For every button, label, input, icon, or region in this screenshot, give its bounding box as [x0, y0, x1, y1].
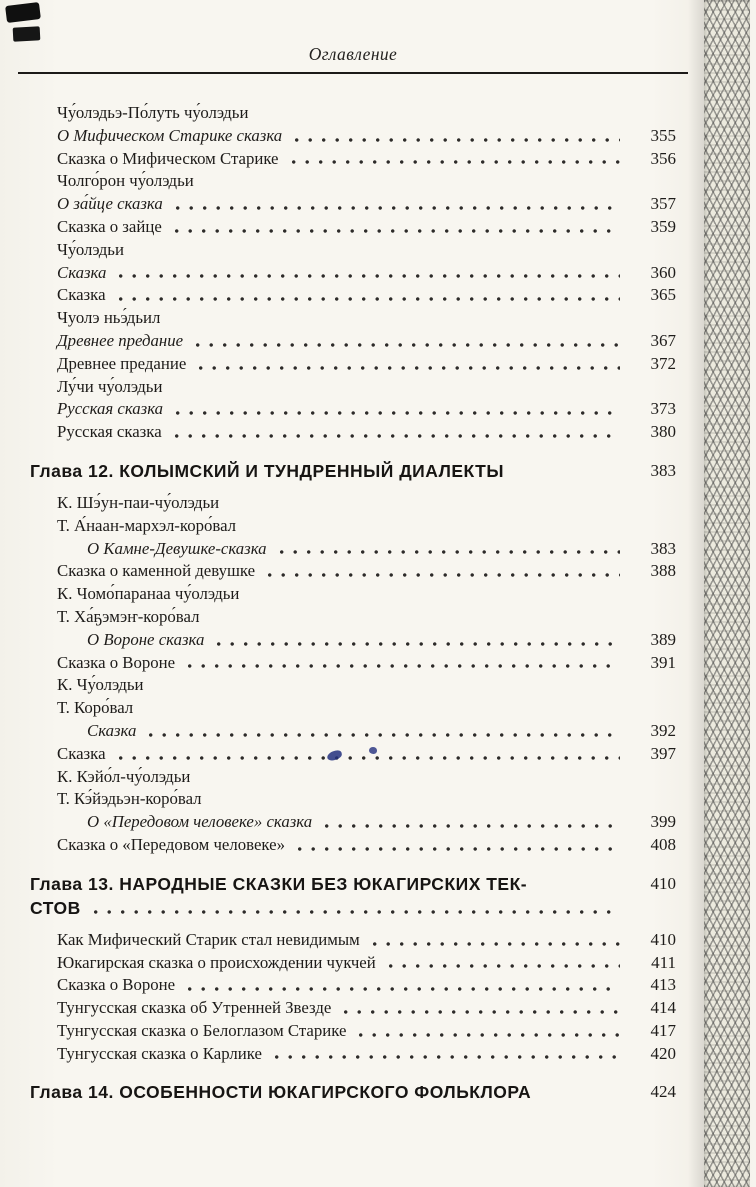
toc-row	[30, 674, 676, 697]
toc-entry-title: Сказка о каменной девушке	[57, 561, 256, 581]
toc-row	[30, 398, 676, 421]
dot-leader	[188, 987, 620, 991]
toc-row	[30, 560, 676, 583]
toc-row	[30, 492, 676, 515]
toc-row	[30, 148, 676, 171]
dot-leader	[275, 1055, 620, 1059]
dot-leader	[149, 733, 620, 737]
toc-row	[30, 766, 676, 789]
toc-entry-title: Сказка о Мифическом Старике	[57, 148, 279, 168]
page-number: 420	[650, 1043, 676, 1063]
toc-entry-title: Русская сказка	[57, 422, 162, 442]
toc-entry-title: Тунгусская сказка о Белоглазом Старике	[57, 1020, 347, 1040]
dot-leader	[175, 434, 620, 438]
toc-row	[30, 330, 676, 353]
toc-entry-title: Глава 14. ОСОБЕННОСТИ ЮКАГИРСКОГО ФОЛЬКЛОРА	[30, 1082, 532, 1103]
page-number: 357	[650, 194, 676, 214]
page-number: 414	[650, 998, 676, 1018]
toc-entry-title: К. Шэ́ун-паи-чу́олэдьи	[57, 492, 220, 512]
dot-leader	[389, 964, 620, 968]
page-number: 410	[650, 929, 676, 949]
toc-row	[30, 743, 676, 766]
toc-entry-title: О Мифическом Старике сказка	[57, 125, 283, 145]
toc-entry-title: Сказка	[57, 262, 107, 282]
page-number: 356	[650, 148, 676, 168]
toc-row	[30, 896, 676, 920]
toc-entry-title: Чу́олэдьи	[57, 239, 124, 259]
toc-entry-title: Сказка	[57, 285, 106, 305]
page-number: 399	[650, 812, 676, 832]
dot-leader	[176, 206, 620, 210]
page-number: 411	[651, 952, 676, 972]
dot-leader	[119, 756, 620, 760]
toc-row	[30, 216, 676, 239]
toc-row	[30, 538, 676, 561]
toc-row	[30, 952, 676, 975]
toc-entry-title: Русская сказка	[57, 399, 164, 419]
toc-row	[30, 102, 676, 125]
dot-leader	[119, 297, 620, 301]
dot-leader	[94, 910, 620, 914]
toc-row	[30, 583, 676, 606]
toc-row	[30, 974, 676, 997]
dot-leader	[295, 138, 620, 142]
toc-entry-title: Сказка	[57, 743, 106, 763]
toc-entry-title: Лу́чи чу́олэдьи	[57, 376, 163, 396]
dot-leader	[175, 229, 620, 233]
toc-row	[30, 997, 676, 1020]
dot-leader	[540, 886, 620, 890]
toc-row	[30, 629, 676, 652]
toc-entry-title: К. Чу́олэдьи	[57, 675, 144, 695]
toc-row	[30, 1080, 676, 1104]
toc-row	[30, 353, 676, 376]
toc-entry-title: Чу́олэдьэ-По́луть чу́олэдьи	[57, 103, 249, 122]
toc-entry-title: Т. А́наан-мархэл-коро́вал	[57, 515, 237, 535]
toc-entry-title: Чолго́рон чу́олэдьи	[57, 171, 194, 191]
toc-entry-title: Древнее предание	[57, 330, 184, 350]
page-number: 365	[650, 285, 676, 305]
toc-row	[30, 125, 676, 148]
page-number: 413	[650, 975, 676, 995]
page-header	[30, 0, 676, 74]
toc-entry-title: Тунгусская сказка об Утренней Звезде	[57, 998, 332, 1018]
toc-entry-title: О Вороне сказка	[87, 629, 205, 649]
toc-row	[30, 239, 676, 262]
toc-row	[30, 652, 676, 675]
dot-leader	[517, 473, 620, 477]
page-number: 417	[650, 1020, 676, 1040]
toc-entry-title: Т. Кэ́йэдьэн-коро́вал	[57, 789, 202, 809]
dot-leader	[188, 664, 620, 668]
toc-entry-title: К. Кэйо́л-чу́олэдьи	[57, 766, 191, 786]
toc-row	[30, 459, 676, 483]
toc-entry-title: Глава 13. НАРОДНЫЕ СКАЗКИ БЕЗ ЮКАГИРСКИХ ТЕК-	[30, 873, 528, 894]
page-number: 373	[650, 399, 676, 419]
table-of-contents	[30, 102, 676, 1104]
page-number: 388	[650, 561, 676, 581]
dot-leader	[268, 573, 620, 577]
toc-entry-title: Как Мифический Старик стал невидимым	[57, 929, 360, 949]
toc-entry-title: Т. Коро́вал	[57, 698, 134, 718]
toc-row	[30, 606, 676, 629]
ink-blot	[369, 747, 377, 754]
toc-entry-title: О «Передовом человеке» сказка	[87, 812, 313, 832]
dot-leader	[199, 366, 620, 370]
toc-entry-title: Сказка	[87, 720, 137, 740]
dot-leader	[373, 942, 620, 946]
dot-leader	[298, 847, 620, 851]
toc-row	[30, 788, 676, 811]
toc-row	[30, 284, 676, 307]
page-number: 389	[650, 629, 676, 649]
dot-leader	[325, 824, 620, 828]
header-rule	[18, 72, 688, 74]
page-number: 367	[650, 330, 676, 350]
toc-entry-title: Глава 12. КОЛЫМСКИЙ И ТУНДРЕННЫЙ ДИАЛЕКТЫ	[30, 460, 504, 481]
page-number: 359	[650, 216, 676, 236]
toc-row	[30, 834, 676, 857]
dot-leader	[292, 160, 620, 164]
page-number: 383	[650, 538, 676, 558]
page-number: 360	[650, 262, 676, 282]
dot-leader	[544, 1094, 620, 1098]
dot-leader	[196, 343, 620, 347]
page-number: 355	[650, 125, 676, 145]
toc-entry-title: О Камне-Девушке-сказка	[87, 538, 267, 558]
toc-row	[30, 872, 676, 896]
page-number: 408	[650, 834, 676, 854]
dot-leader	[217, 642, 620, 646]
page-number: 383	[650, 460, 676, 480]
toc-entry-title: Сказка о Вороне	[57, 975, 176, 995]
page-number: 424	[650, 1082, 676, 1102]
toc-entry-title: Т. Ха́ҕэмэҥ-коро́вал	[57, 606, 200, 626]
toc-row	[30, 720, 676, 743]
toc-row	[30, 307, 676, 330]
page-number	[630, 896, 676, 920]
dot-leader	[176, 411, 620, 415]
dot-leader	[280, 550, 620, 554]
toc-row	[30, 515, 676, 538]
page-number: 380	[650, 422, 676, 442]
toc-row	[30, 1043, 676, 1066]
toc-entry-title: Чуолэ ньэ́дьил	[57, 308, 161, 328]
toc-row	[30, 376, 676, 399]
toc-entry-title: О за́йце сказка	[57, 194, 163, 214]
toc-entry-title: Тунгусская сказка о Карлике	[57, 1043, 262, 1063]
toc-entry-title: К. Чомо́паранаа чу́олэдьи	[57, 584, 240, 604]
toc-row	[30, 929, 676, 952]
dot-leader	[359, 1033, 620, 1037]
toc-row	[30, 1020, 676, 1043]
toc-row	[30, 811, 676, 834]
page-number: 397	[650, 743, 676, 763]
dot-leader	[344, 1010, 620, 1014]
dot-leader	[119, 274, 620, 278]
page-number: 391	[650, 652, 676, 672]
page-title: Оглавление	[308, 44, 398, 64]
toc-row	[30, 170, 676, 193]
page-number: 392	[650, 720, 676, 740]
page-number: 372	[650, 353, 676, 373]
toc-row	[30, 262, 676, 285]
toc-entry-title: Юкагирская сказка о происхождении чукчей	[57, 952, 376, 972]
toc-row	[30, 697, 676, 720]
toc-entry-title: Древнее предание	[57, 353, 187, 373]
decorative-edge-pattern	[704, 0, 750, 1187]
toc-row	[30, 193, 676, 216]
toc-entry-title: Сказка о Вороне	[57, 652, 176, 672]
toc-entry-title: Сказка о «Передовом человеке»	[57, 834, 285, 854]
page-number: 410	[650, 873, 676, 893]
page-gutter-shadow	[688, 0, 704, 1187]
toc-entry-title: СТОВ	[30, 897, 81, 918]
toc-row	[30, 421, 676, 444]
page-content	[30, 0, 676, 1104]
toc-entry-title: Сказка о зайце	[57, 216, 162, 236]
